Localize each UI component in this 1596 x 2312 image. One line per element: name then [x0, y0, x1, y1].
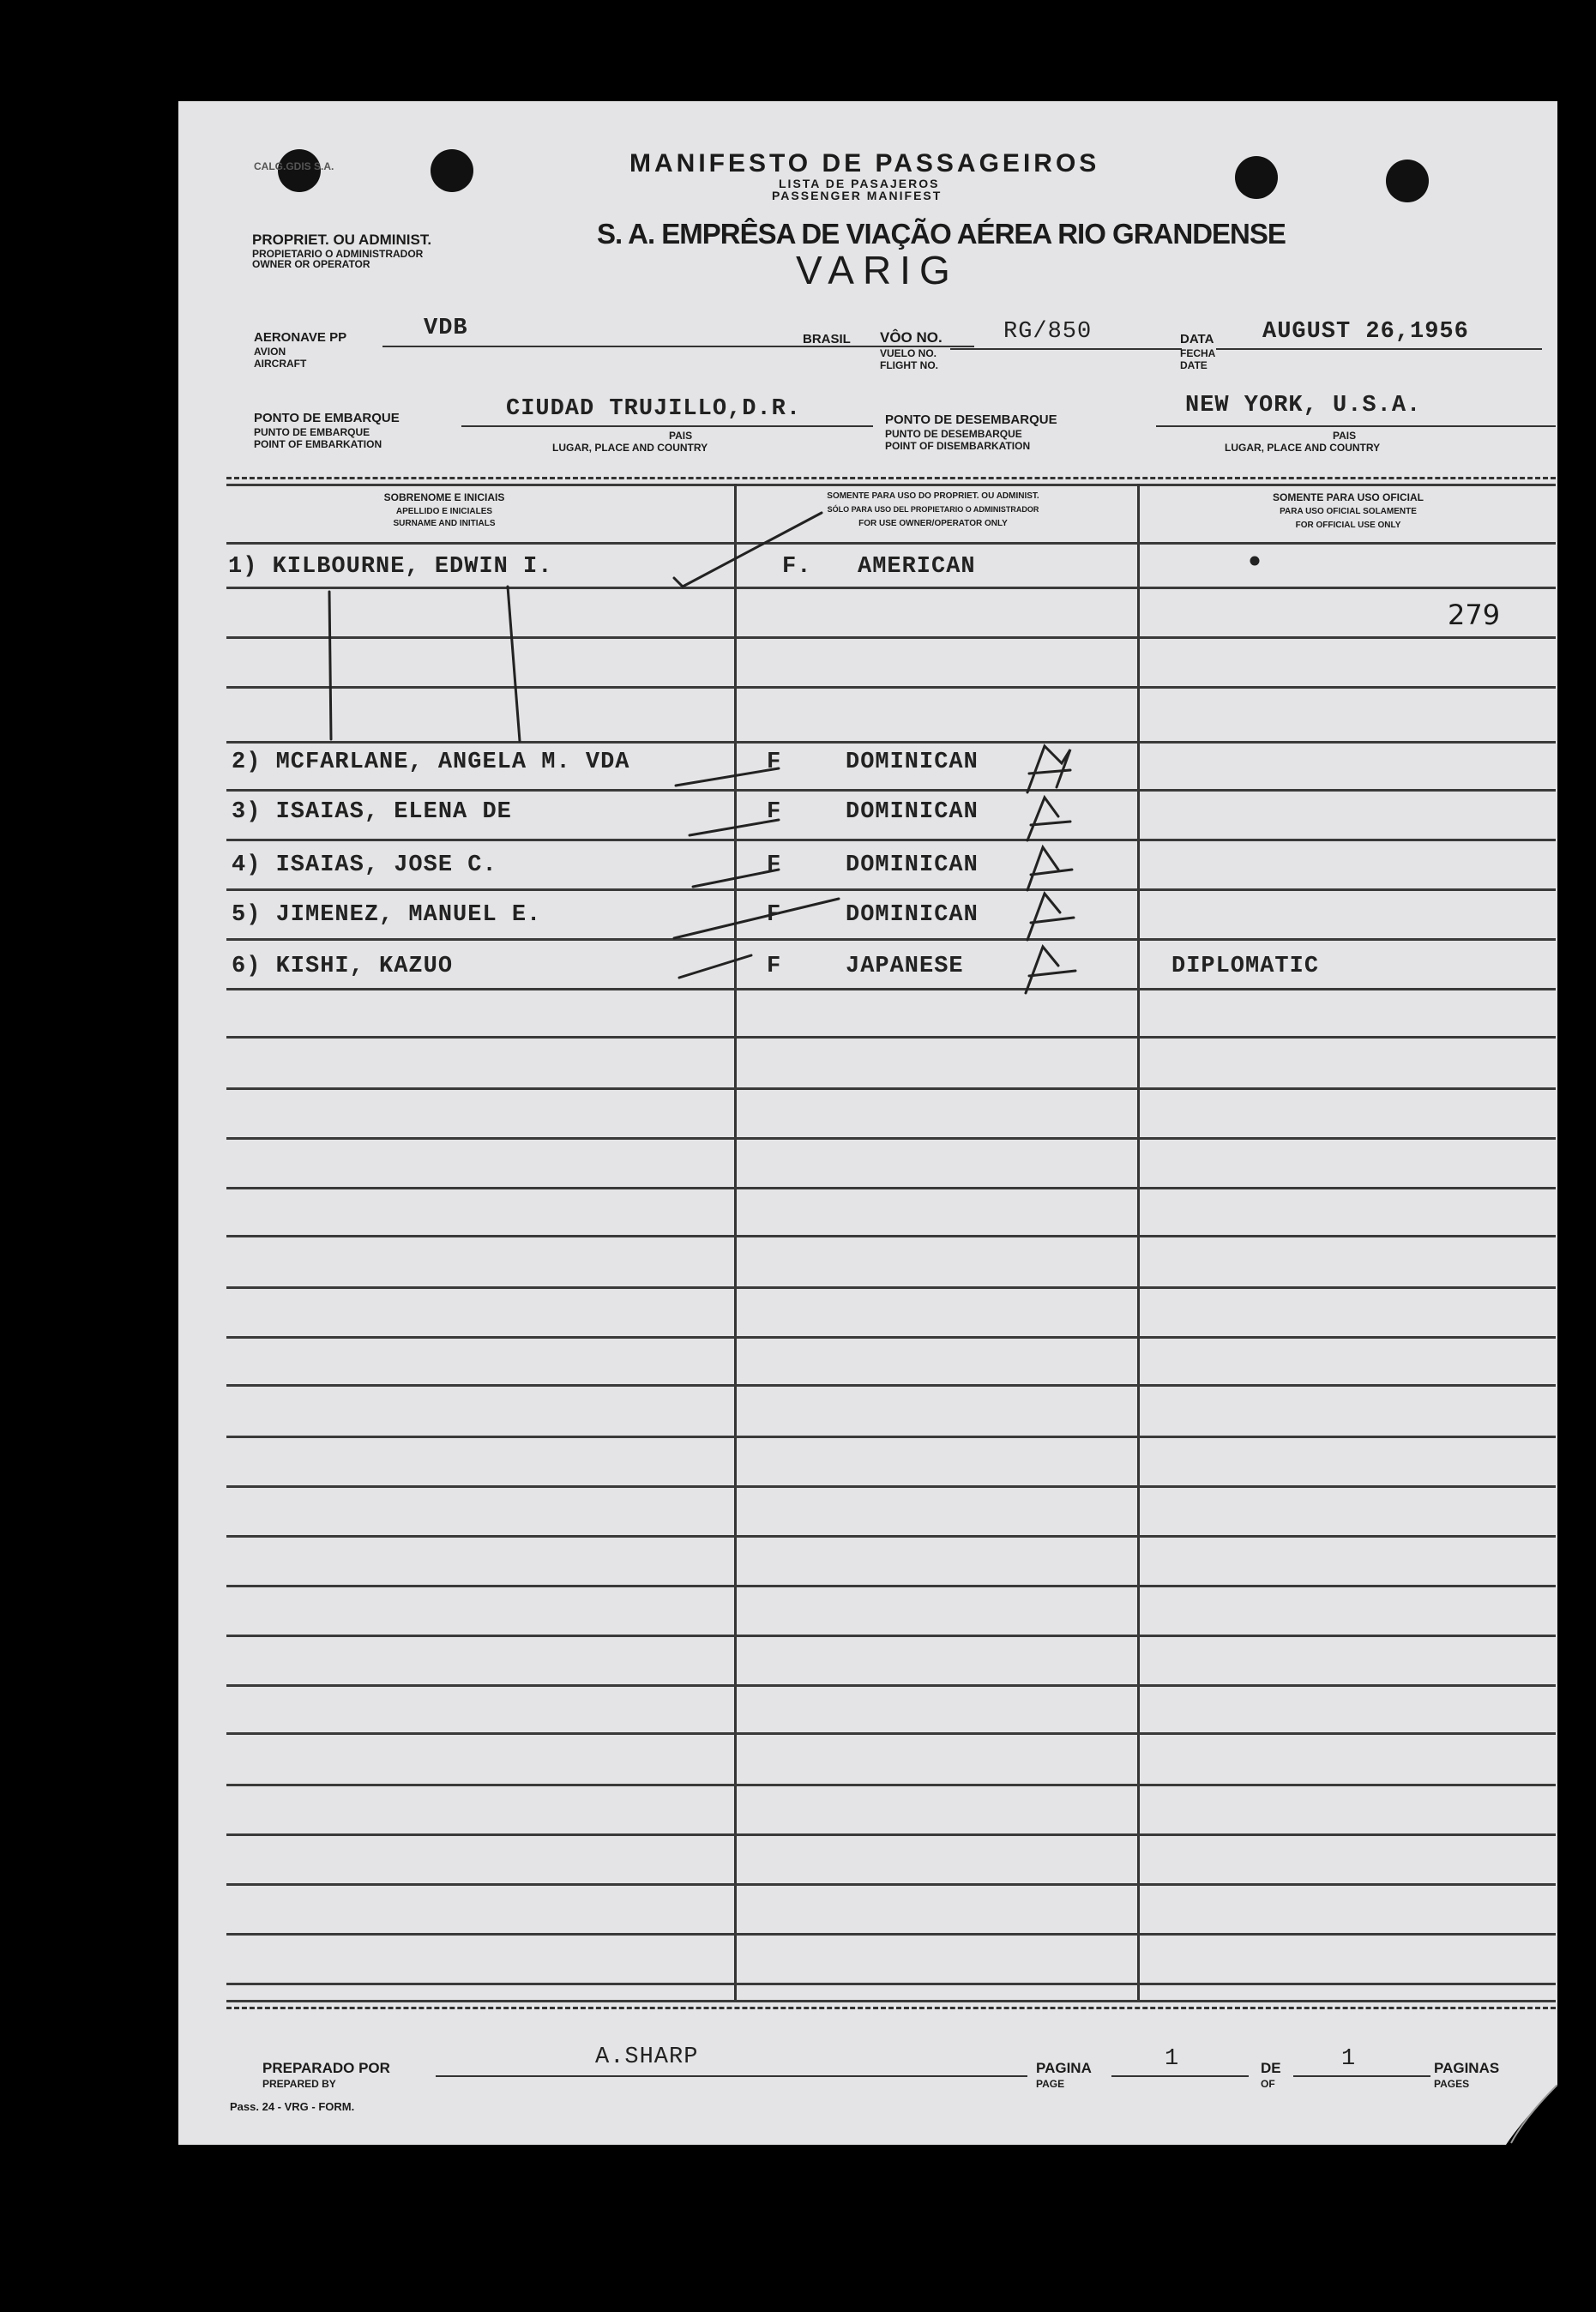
form-code: Pass. 24 - VRG - FORM. [230, 2100, 355, 2113]
handwritten-number: 279 [1448, 599, 1501, 631]
page-value: 1 [1165, 2046, 1180, 2072]
date-label-es: FECHA [1180, 347, 1216, 359]
passenger-name: 1) KILBOURNE, EDWIN I. [228, 554, 553, 580]
handwritten-marks [178, 101, 1557, 1130]
of-label: DE [1261, 2060, 1281, 2076]
table-rule-line [226, 1635, 1556, 1637]
check-mark [674, 513, 822, 587]
passenger-nationality: DOMINICAN [846, 852, 979, 878]
manifest-subtitle-es: LISTA DE PASAJEROS [779, 177, 940, 190]
dash-mark [674, 899, 839, 938]
table-rule-line [226, 1684, 1556, 1687]
dash-mark [693, 870, 779, 887]
aircraft-label-en: AIRCRAFT [254, 358, 307, 370]
passenger-code: F. [782, 554, 812, 580]
manifest-sheet [178, 101, 1557, 2145]
table-rule-line [226, 1883, 1556, 1886]
embark-label-en: POINT OF EMBARKATION [254, 438, 382, 450]
passenger-code: F [767, 852, 782, 878]
col1-header-es: APELLIDO E INICIALES [395, 507, 493, 516]
col3-header-es: PARA USO OFICIAL SOLAMENTE [1280, 507, 1417, 516]
passenger-nationality: JAPANESE [846, 954, 964, 979]
total-underline [1293, 2075, 1430, 2077]
letter-a-mark [1026, 947, 1075, 993]
passenger-official-note: DIPLOMATIC [1171, 954, 1320, 979]
prepared-label-en: PREPARED BY [262, 2078, 336, 2090]
table-rule-line [226, 1535, 1556, 1538]
dash-mark [679, 955, 751, 978]
page-underline [1111, 2075, 1249, 2077]
company-short: VARIG [796, 248, 959, 292]
prepared-underline [436, 2075, 1027, 2077]
passenger-code: F [767, 954, 782, 979]
flight-label-es: VUELO NO. [880, 347, 937, 359]
page-label: PAGINA [1036, 2060, 1092, 2076]
pages-label: PAGINAS [1434, 2060, 1500, 2076]
flight-label-en: FLIGHT NO. [880, 359, 938, 371]
aircraft-label-es: AVION [254, 346, 286, 358]
passenger-name: 2) MCFARLANE, ANGELA M. VDA [232, 750, 630, 775]
table-rule-line [226, 1286, 1556, 1289]
disembark-label: PONTO DE DESEMBARQUE [885, 412, 1057, 427]
table-rule-line [226, 1137, 1556, 1140]
embark-country-sub: LUGAR, PLACE AND COUNTRY [552, 442, 708, 454]
col3-header-en: FOR OFFICIAL USE ONLY [1295, 521, 1401, 530]
aircraft-label: AERONAVE PP [254, 330, 347, 345]
company-name: S. A. EMPRÊSA DE VIAÇÃO AÉREA RIO GRANDENSE [597, 218, 1286, 250]
flight-label: VÔO NO. [880, 329, 943, 346]
passenger-nationality: AMERICAN [858, 554, 976, 580]
stamp-text: CALG.GDIS S.A. [254, 160, 334, 172]
dash-mark [690, 820, 779, 835]
owner-label-es: PROPIETARIO O ADMINISTRADOR [252, 248, 424, 260]
embark-country-sub-pt: PAIS [669, 430, 693, 442]
aircraft-value: VDB [424, 316, 468, 341]
total-pages-value: 1 [1341, 2046, 1357, 2072]
passenger-name: 4) ISAIAS, JOSE C. [232, 852, 497, 878]
embark-label: PONTO DE EMBARQUE [254, 411, 400, 425]
passenger-code: F [767, 902, 782, 928]
disembark-country-sub: LUGAR, PLACE AND COUNTRY [1225, 442, 1381, 454]
bracket-mark [508, 587, 520, 741]
date-label-en: DATE [1180, 359, 1208, 371]
table-rule-line [226, 1436, 1556, 1438]
passenger-name: 6) KISHI, KAZUO [232, 954, 454, 979]
flight-value: RG/850 [1003, 319, 1093, 345]
ink-dot [1251, 557, 1258, 564]
table-rule-line [226, 1485, 1556, 1488]
letter-a-mark [1027, 894, 1074, 940]
country-label: BRASIL [803, 332, 851, 346]
owner-label-pt: PROPRIET. OU ADMINIST. [252, 232, 432, 248]
passenger-nationality: DOMINICAN [846, 750, 979, 775]
embark-value: CIUDAD TRUJILLO,D.R. [506, 396, 802, 422]
owner-label-en: OWNER OR OPERATOR [252, 258, 370, 270]
bracket-mark [329, 592, 331, 739]
page-corner-curl [1506, 2085, 1557, 2145]
prepared-value: A.SHARP [595, 2044, 699, 2070]
col1-header-pt: SOBRENOME E INICIAIS [383, 491, 505, 503]
pages-label-en: PAGES [1434, 2078, 1470, 2090]
table-rule-line [226, 1384, 1556, 1387]
col2-header-pt: SOMENTE PARA USO DO PROPRIET. OU ADMINIST. [827, 491, 1039, 501]
passenger-nationality: DOMINICAN [846, 902, 979, 928]
date-label: DATA [1180, 332, 1214, 346]
passenger-name: 5) JIMENEZ, MANUEL E. [232, 902, 542, 928]
col2-header-en: FOR USE OWNER/OPERATOR ONLY [858, 519, 1008, 528]
col3-header-pt: SOMENTE PARA USO OFICIAL [1272, 491, 1424, 503]
manifest-subtitle-en: PASSENGER MANIFEST [772, 189, 943, 202]
table-rule-line [226, 1784, 1556, 1786]
disembark-label-es: PUNTO DE DESEMBARQUE [885, 428, 1022, 440]
table-rule-line [226, 1983, 1556, 1985]
passenger-name: 3) ISAIAS, ELENA DE [232, 799, 512, 825]
manifest-title: MANIFESTO DE PASSAGEIROS [629, 149, 1100, 178]
table-rule-line [226, 1732, 1556, 1735]
letter-a-mark [1027, 798, 1070, 840]
of-label-en: OF [1261, 2078, 1275, 2090]
col2-header-es: SÓLO PARA USO DEL PROPIETARIO O ADMINISTRADOR [827, 505, 1039, 514]
passenger-code: F [767, 750, 782, 775]
dash-mark [676, 768, 779, 786]
table-rule-line [226, 1235, 1556, 1237]
letter-a-mark [1027, 746, 1070, 792]
prepared-label: PREPARADO POR [262, 2060, 390, 2076]
passenger-nationality: DOMINICAN [846, 799, 979, 825]
disembark-value: NEW YORK, U.S.A. [1185, 393, 1422, 418]
table-rule-line [226, 1187, 1556, 1189]
table-rule-line [226, 1933, 1556, 1936]
table-bottom-border [226, 2000, 1556, 2002]
table-rule-line [226, 1833, 1556, 1836]
table-bottom-border-dashed [226, 2007, 1556, 2009]
page-label-en: PAGE [1036, 2078, 1065, 2090]
letter-a-mark [1027, 847, 1072, 890]
col1-header-en: SURNAME AND INITIALS [393, 519, 496, 528]
date-value: AUGUST 26,1956 [1262, 319, 1469, 345]
embark-label-es: PUNTO DE EMBARQUE [254, 426, 370, 438]
table-rule-line [226, 1336, 1556, 1339]
table-rule-line [226, 1585, 1556, 1587]
passenger-code: F [767, 799, 782, 825]
disembark-label-en: POINT OF DISEMBARKATION [885, 440, 1031, 452]
disembark-country-sub-pt: PAIS [1333, 430, 1357, 442]
